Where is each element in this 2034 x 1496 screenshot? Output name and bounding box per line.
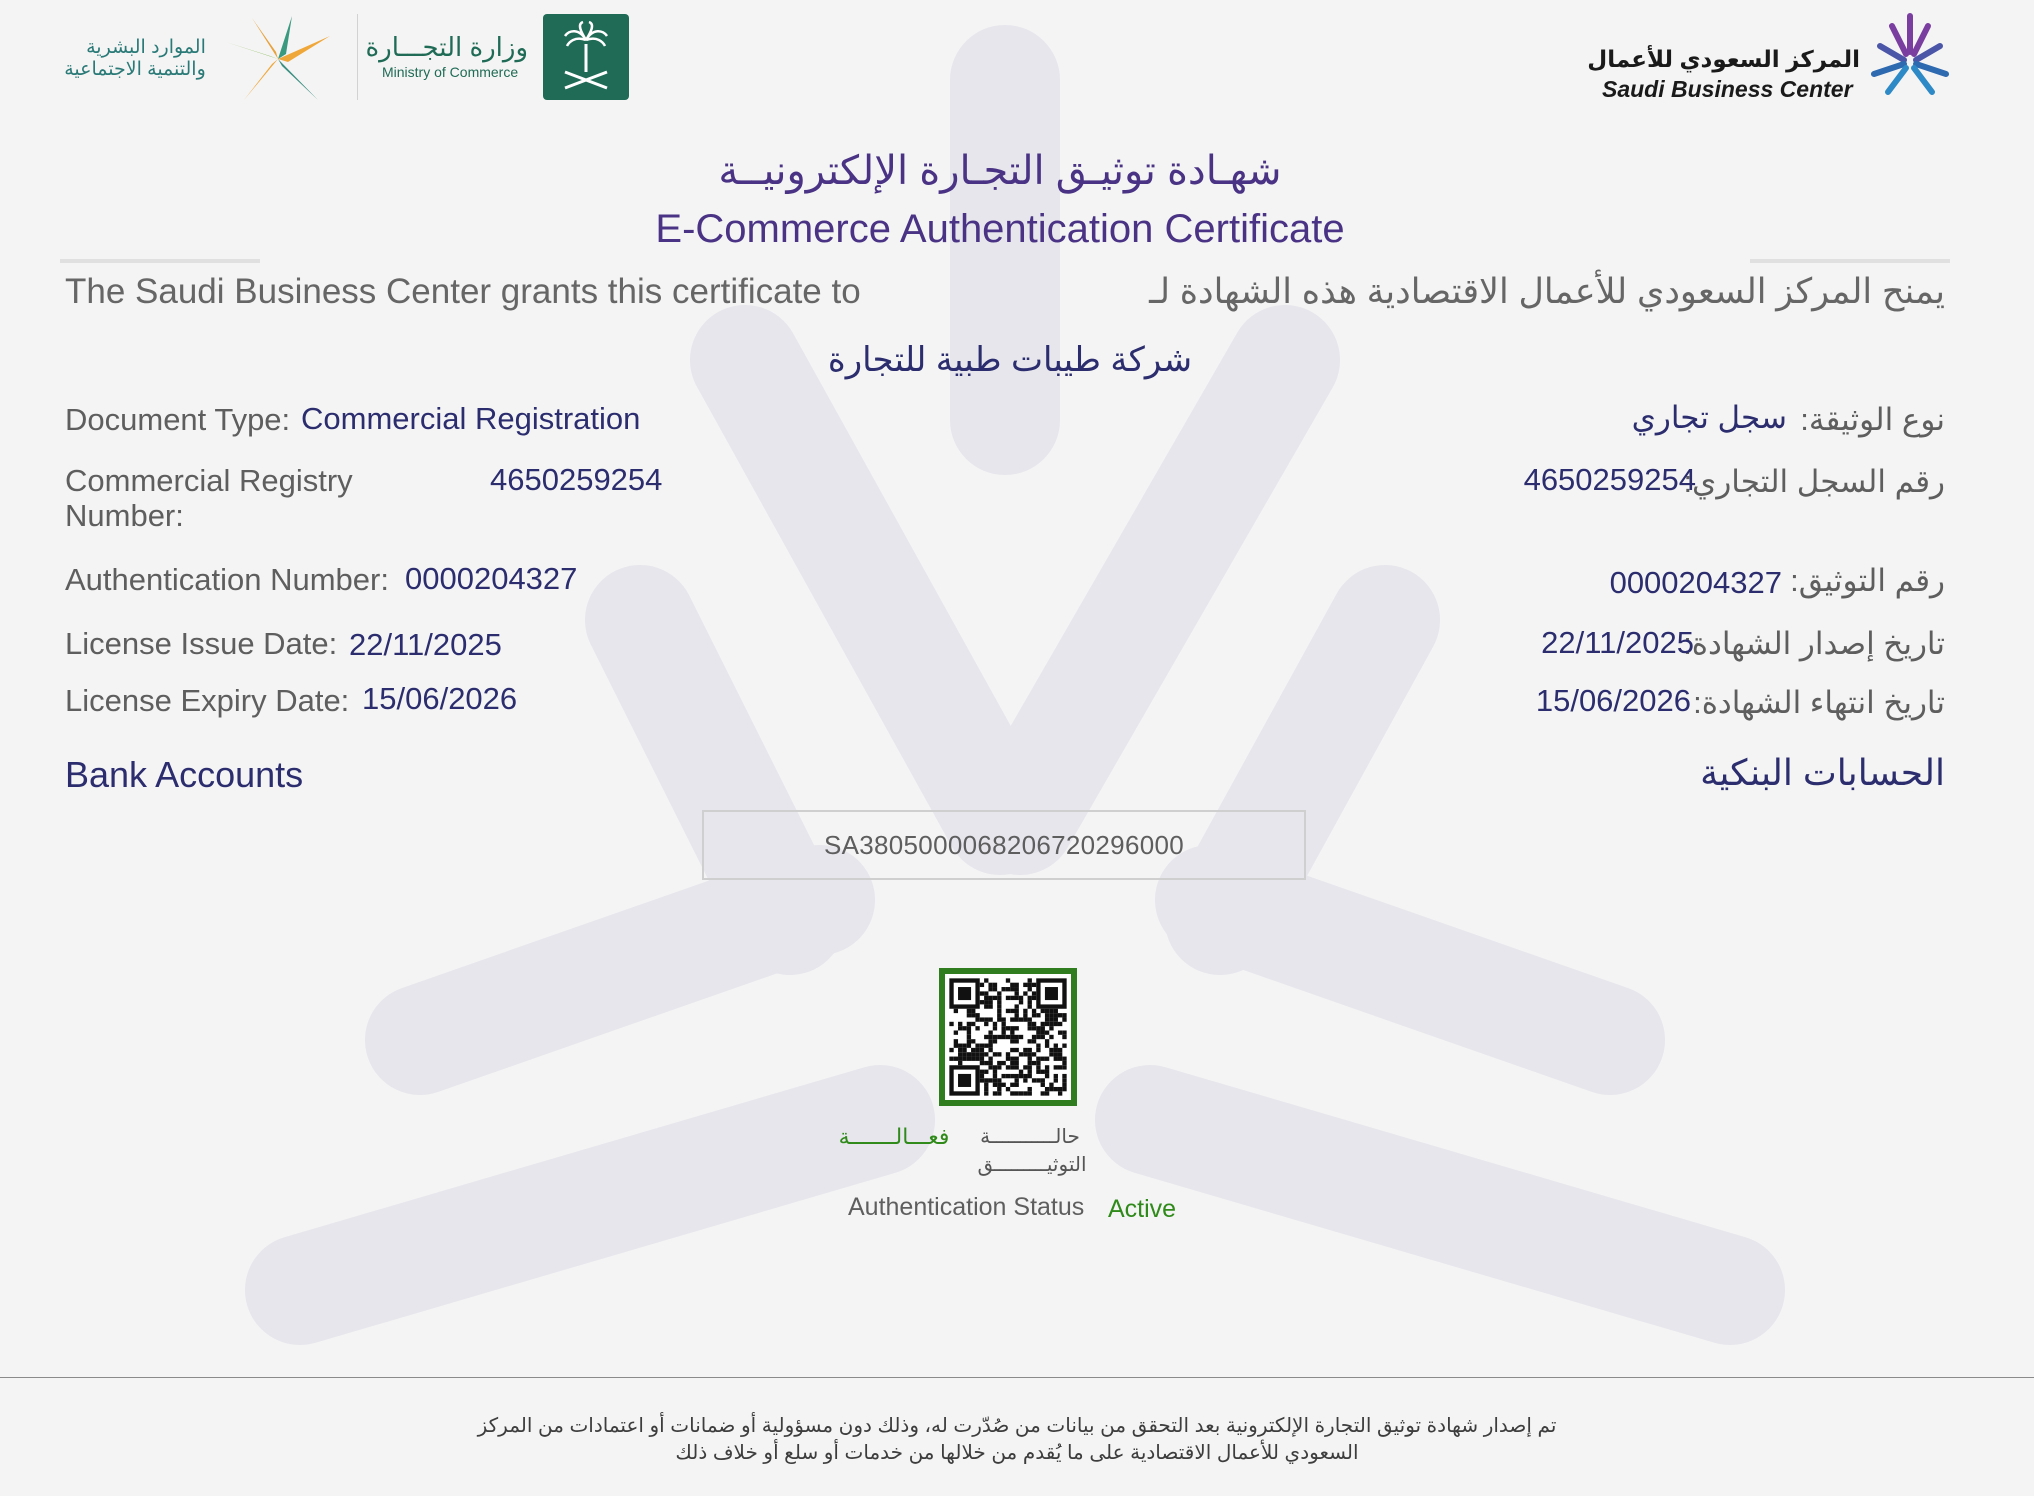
cr-number-label-ar: رقم السجل التجاري: bbox=[1683, 464, 1945, 499]
cr-number-label-en-line1: Commercial Registry bbox=[65, 463, 353, 498]
cr-number-value-ar: 4650259254 bbox=[1523, 462, 1696, 497]
hrsd-star-icon bbox=[222, 14, 334, 104]
auth-number-label-en: Authentication Number: bbox=[65, 562, 389, 597]
qr-code-pattern bbox=[945, 974, 1071, 1100]
left-divider bbox=[60, 259, 260, 263]
status-label-ar-line2: التوثيـــــــــق bbox=[977, 1154, 1087, 1176]
sbc-burst-icon bbox=[1866, 12, 1954, 98]
bank-accounts-heading-ar: الحسابات البنكية bbox=[1700, 752, 1945, 793]
expiry-date-value-ar: 15/06/2026 bbox=[1535, 683, 1691, 718]
status-value-ar: فعـــالـــــــة bbox=[838, 1124, 950, 1149]
hrsd-logo-text-2: والتنمية الاجتماعية bbox=[64, 59, 206, 80]
footer-rule bbox=[0, 1377, 2034, 1378]
qr-code[interactable] bbox=[939, 968, 1077, 1106]
status-value-en: Active bbox=[1108, 1195, 1177, 1223]
issue-date-label-en: License Issue Date: bbox=[65, 626, 338, 661]
disclaimer-line1: تم إصدار شهادة توثيق التجارة الإلكترونية بعد التحقق من بيانات من صُدّرت له، وذلك دون مسؤولية أو ضمانات أو اعتمادات من المركز bbox=[477, 1415, 1557, 1437]
issue-date-label-ar: تاريخ إصدار الشهادة: bbox=[1683, 626, 1945, 661]
document-type-label-en: Document Type: bbox=[65, 402, 291, 437]
grant-text-en: The Saudi Business Center grants this certificate to bbox=[65, 272, 861, 311]
auth-number-value-ar: 0000204327 bbox=[1609, 565, 1782, 600]
issue-date-value-en: 22/11/2025 bbox=[349, 627, 502, 662]
bank-accounts-heading-en: Bank Accounts bbox=[65, 754, 304, 795]
iban-value: SA3805000068206720296000 bbox=[823, 829, 1184, 860]
company-name: شركة طيبات طبية للتجارة bbox=[827, 341, 1193, 379]
header-logo-separator bbox=[357, 14, 358, 100]
moc-logo-text-en: Ministry of Commerce bbox=[382, 64, 519, 80]
certificate-title-en: E-Commerce Authentication Certificate bbox=[655, 207, 1345, 251]
issue-date-value-ar: 22/11/2025 bbox=[1541, 625, 1694, 660]
expiry-date-label-en: License Expiry Date: bbox=[65, 683, 350, 718]
expiry-date-label-ar: تاريخ انتهاء الشهادة: bbox=[1693, 685, 1945, 720]
auth-number-value-en: 0000204327 bbox=[405, 561, 578, 596]
expiry-date-value-en: 15/06/2026 bbox=[362, 681, 518, 716]
hrsd-logo-text-1: الموارد البشرية bbox=[86, 37, 206, 58]
status-label-en: Authentication Status bbox=[848, 1193, 1085, 1221]
moc-logo-text-ar: وزارة التجـــارة bbox=[365, 32, 528, 62]
auth-number-label-ar: رقم التوثيق: bbox=[1790, 563, 1945, 598]
sbc-logo-text-en: Saudi Business Center bbox=[1602, 76, 1853, 102]
cr-number-value-en: 4650259254 bbox=[490, 462, 663, 497]
cr-number-label-en-line2: Number: bbox=[65, 498, 184, 533]
grant-text-ar: يمنح المركز السعودي للأعمال الاقتصادية هذه الشهادة لـ bbox=[1149, 272, 1945, 311]
document-type-label-ar: نوع الوثيقة: bbox=[1800, 402, 1945, 437]
sbc-logo-text-ar: المركز السعودي للأعمال bbox=[1587, 46, 1860, 72]
certificate-title-ar: شهـادة توثيـق التجـارة الإلكترونيــة bbox=[718, 149, 1282, 193]
disclaimer-line2: السعودي للأعمال الاقتصادية على ما يُقدم من خلالها من خدمات أو سلع أو خلاف ذلك bbox=[675, 1442, 1359, 1464]
iban-box bbox=[702, 810, 1306, 880]
right-divider bbox=[1750, 259, 1950, 263]
document-type-value-en: Commercial Registration bbox=[301, 401, 641, 436]
document-type-value-ar: سجل تجاري bbox=[1631, 400, 1787, 435]
palm-swords-emblem-icon bbox=[543, 14, 629, 100]
status-label-ar-line1: حالـــــــــــة bbox=[980, 1126, 1080, 1148]
